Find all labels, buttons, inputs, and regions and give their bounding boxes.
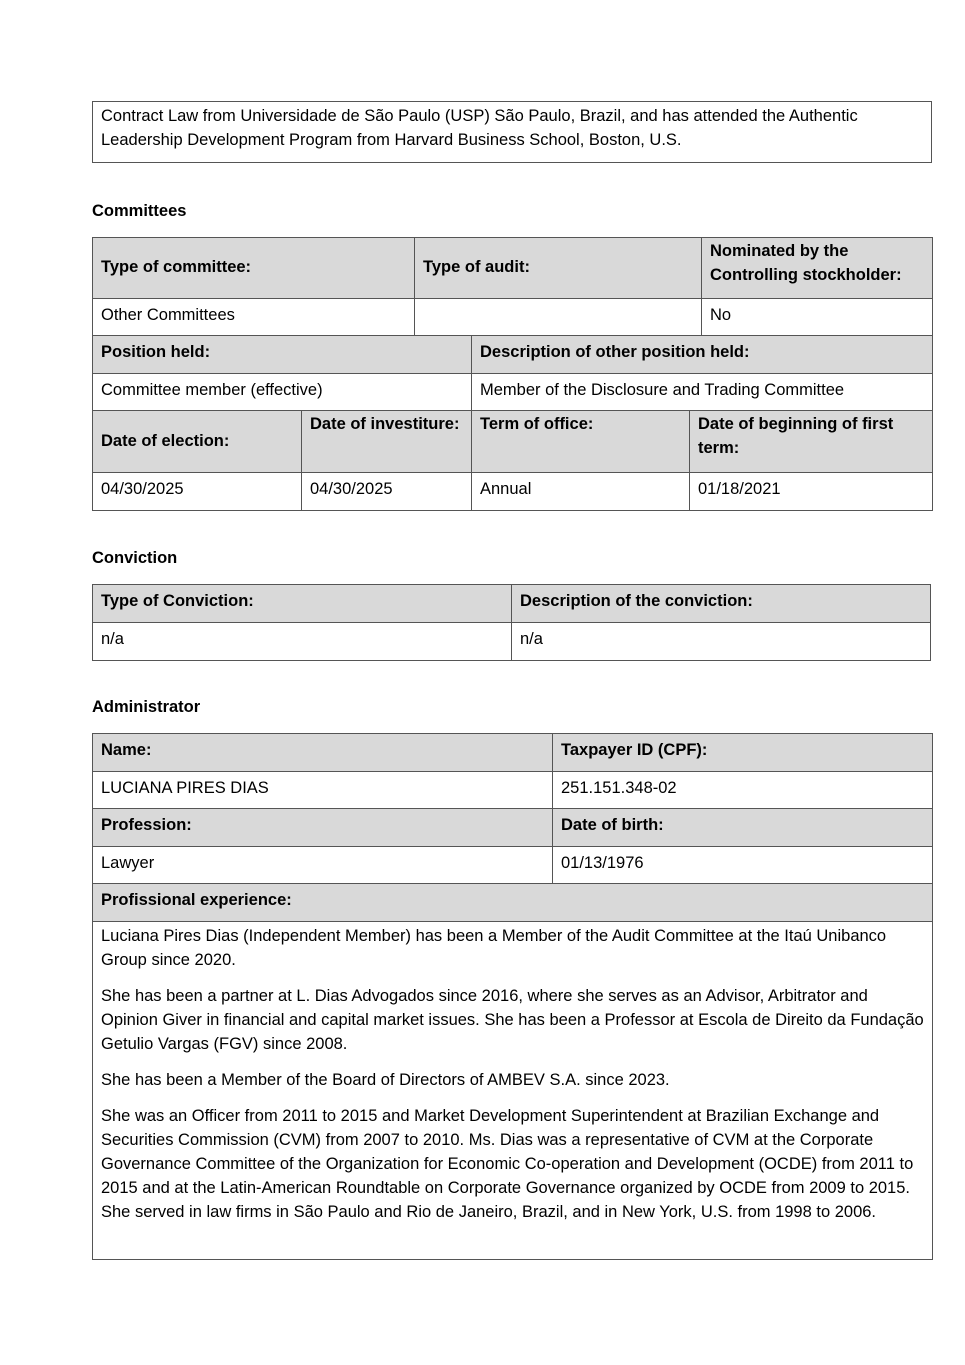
type-of-committee-value: Other Committees (93, 299, 415, 336)
dob-label: Date of birth: (553, 809, 933, 847)
nominated-label: Nominated by the Controlling stockholder: (702, 238, 933, 299)
cpf-value: 251.151.348-02 (553, 772, 933, 809)
education-continuation-text: Contract Law from Universidade de São Paulo (USP) São Paulo, Brazil, and has attended the Authentic Leadership Development Program from Harvard Business School, Boston, U.S. (101, 107, 858, 149)
conviction-description-value: n/a (512, 623, 931, 661)
description-value: Member of the Disclosure and Trading Committee (472, 374, 933, 412)
type-of-audit-value (415, 299, 702, 336)
date-first-term-value: 01/18/2021 (690, 473, 933, 511)
date-investiture-value: 04/30/2025 (302, 473, 472, 511)
name-label: Name: (93, 734, 553, 772)
term-value: Annual (472, 473, 690, 511)
term-label: Term of office: (472, 411, 690, 473)
profession-label: Profession: (93, 809, 553, 847)
position-held-value: Committee member (effective) (93, 374, 472, 412)
description-label: Description of other position held: (472, 336, 933, 374)
conviction-description-label: Description of the conviction: (512, 585, 931, 623)
conviction-type-value: n/a (93, 623, 512, 661)
experience-body (93, 922, 933, 1260)
date-investiture-label: Date of investiture: (302, 411, 472, 473)
conviction-table (92, 584, 931, 661)
date-first-term-label: Date of beginning of first term: (690, 411, 933, 473)
name-value: LUCIANA PIRES DIAS (93, 772, 553, 809)
dob-value: 01/13/1976 (553, 847, 933, 884)
date-election-value: 04/30/2025 (93, 473, 302, 511)
administrator-table (92, 733, 933, 1260)
experience-label: Profissional experience: (93, 884, 933, 922)
experience-paragraph: She has been a Member of the Board of Directors of AMBEV S.A. since 2023. (101, 1071, 670, 1089)
date-election-label: Date of election: (93, 411, 302, 473)
type-of-committee-label: Type of committee: (93, 238, 415, 299)
committees-table-1 (92, 237, 933, 336)
committees-heading: Committees (92, 202, 187, 220)
nominated-value: No (702, 299, 933, 336)
cpf-label: Taxpayer ID (CPF): (553, 734, 933, 772)
type-of-audit-label: Type of audit: (415, 238, 702, 299)
experience-paragraph: She has been a partner at L. Dias Advogados since 2016, where she serves as an Advisor, Arbitrator and Opinion Giver in financial and capital market issues. She has been a Professor at Escola de Direito da Fundação Getulio Vargas (FGV) since 2008. (101, 987, 924, 1053)
profession-value: Lawyer (93, 847, 553, 884)
position-held-label: Position held: (93, 336, 472, 374)
experience-paragraph: Luciana Pires Dias (Independent Member) has been a Member of the Audit Committee at the Itaú Unibanco Group since 2020. (101, 927, 887, 969)
conviction-type-label: Type of Conviction: (93, 585, 512, 623)
committees-table-3 (92, 410, 933, 511)
education-continuation-box (92, 101, 932, 163)
committees-table-2 (92, 335, 933, 412)
experience-paragraph: She was an Officer from 2011 to 2015 and Market Development Superintendent at Brazilian Exchange and Securities Commission (CVM) from 2007 to 2010. Ms. Dias was a representative of CVM at the Corporate Governance Committee of the Organization for Economic Co-operation and Development (OCDE) from 2011 to 2015 and at the Latin-American Roundtable on Corporate Governance organized by OCDE from 2009 to 2015. She served in law firms in São Paulo and Rio de Janeiro, Brazil, and in New York, U.S. from 1998 to 2006. (101, 1107, 914, 1221)
administrator-heading: Administrator (92, 698, 201, 716)
conviction-heading: Conviction (92, 549, 178, 567)
